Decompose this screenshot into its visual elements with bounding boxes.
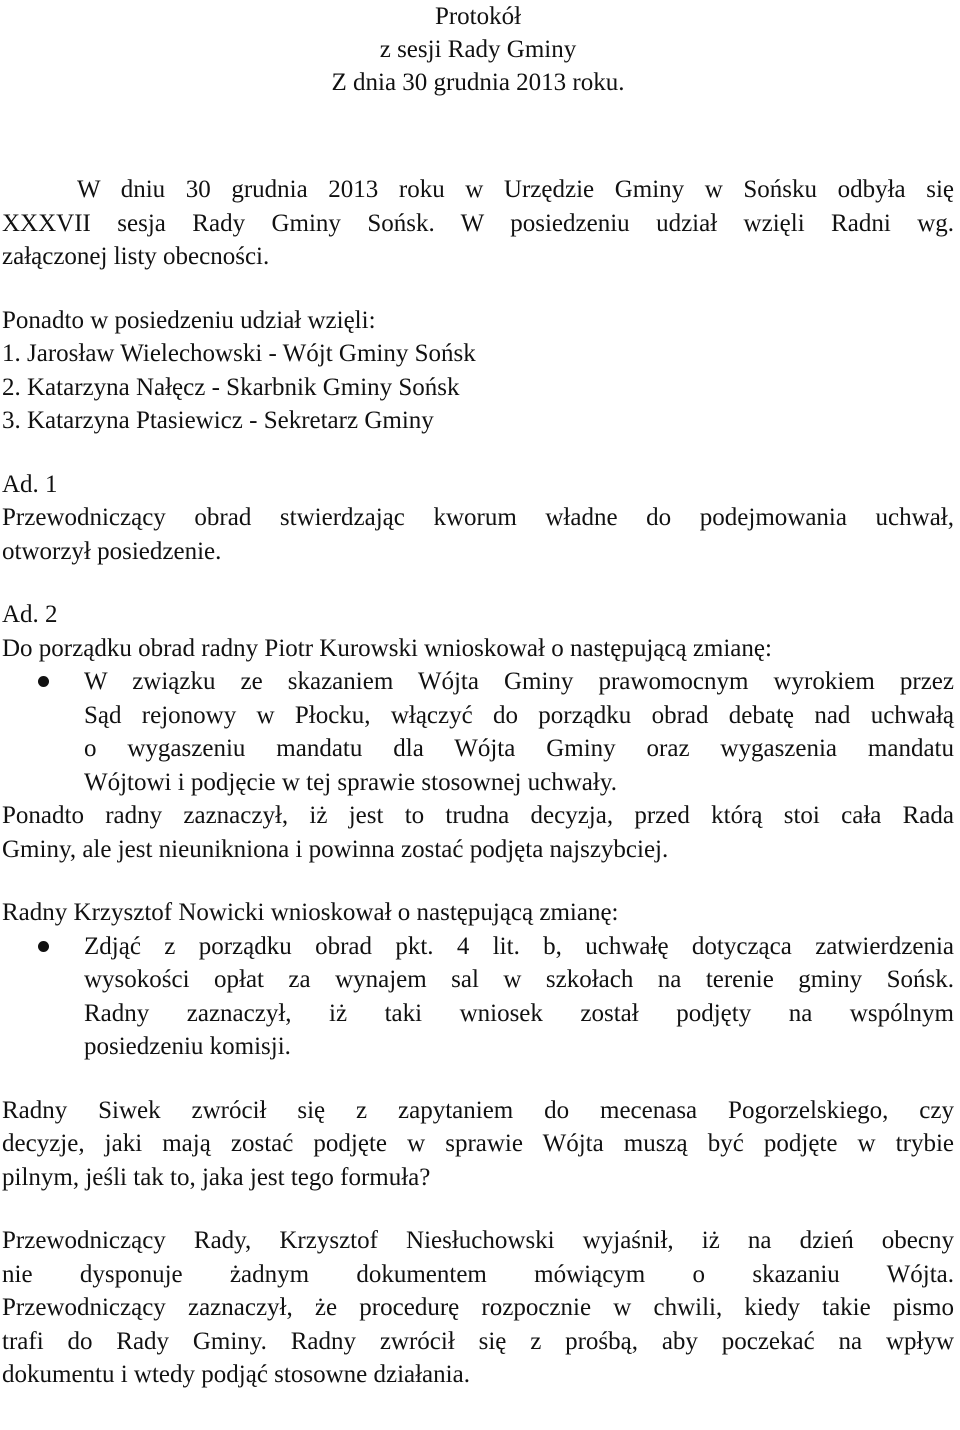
intro-paragraph [2, 173, 954, 274]
kurowski-bullet-line-1: W związku ze skazaniem Wójta Gminy prawomocnym wyrokiem przez [84, 668, 954, 695]
nowicki-bullet-item [84, 930, 954, 1064]
siwek-paragraph [2, 1094, 954, 1195]
attendees-section [2, 304, 954, 438]
title-line-1: Protokół [434, 3, 522, 30]
kurowski-bullet-list [2, 665, 954, 799]
siwek-line-3: pilnym, jeśli tak to, jaka jest tego formuła? [2, 1163, 431, 1191]
chairman-line-5: dokumentu i wtedy podjąć stosowne działania. [2, 1361, 470, 1388]
kurowski-intro: Do porządku obrad radny Piotr Kurowski wnioskował o następującą zmianę: [2, 634, 772, 662]
ad2-heading: Ad. 2 [2, 601, 58, 628]
chairman-line-2: nie dysponuje żadnym dokumentem mówiącym o skazaniu Wójta. [2, 1260, 954, 1288]
kurowski-note-line-2: Gminy, ale jest nieunikniona i powinna zostać podjęta najszybciej. [2, 835, 669, 863]
attendee-item-3: 3. Katarzyna Ptasiewicz - Sekretarz Gminy [2, 407, 434, 434]
nowicki-bullet-list [2, 930, 954, 1064]
nowicki-bullet-line-1: Zdjąć z porządku obrad pkt. 4 lit. b, uchwałę dotycząca zatwierdzenia [84, 932, 954, 960]
ad1-heading: Ad. 1 [2, 470, 58, 498]
intro-line-2: XXXVII sesja Rady Gminy Sońsk. W posiedzeniu udział wzięli Radni wg. [2, 209, 954, 237]
kurowski-note-line-1: Ponadto radny zaznaczył, iż jest to trudna decyzja, przed którą stoi cała Rada [2, 802, 954, 829]
ad1-line-2: otworzył posiedzenie. [2, 537, 222, 565]
intro-line-1: W dniu 30 grudnia 2013 roku w Urzędzie Gminy w Sońsku odbyła się [77, 176, 954, 203]
nowicki-bullet-line-4: posiedzeniu komisji. [84, 1033, 291, 1060]
attendee-item-2: 2. Katarzyna Nałęcz - Skarbnik Gminy Sońsk [2, 373, 460, 401]
nowicki-bullet-line-3: Radny zaznaczył, iż taki wniosek został podjęty na wspólnym [84, 999, 954, 1027]
ad2-heading-block [2, 598, 954, 665]
kurowski-bullet-line-3: o wygaszeniu mandatu dla Wójta Gminy oraz wygaszenia mandatu [84, 735, 954, 762]
bullet-icon [38, 676, 49, 687]
document-title [2, 0, 954, 99]
chairman-paragraph [2, 1224, 954, 1392]
siwek-line-1: Radny Siwek zwrócił się z zapytaniem do mecenasa Pogorzelskiego, czy [2, 1096, 954, 1124]
intro-line-3: załączonej listy obecności. [2, 243, 270, 270]
attendee-item-1: 1. Jarosław Wielechowski - Wójt Gminy Sońsk [2, 340, 476, 367]
kurowski-bullet-item [84, 665, 954, 799]
chairman-line-4: trafi do Rady Gminy. Radny zwrócił się z prośbą, aby poczekać na wpływ [2, 1327, 954, 1355]
siwek-line-2: decyzje, jaki mają zostać podjęte w sprawie Wójta muszą być podjęte w trybie [2, 1130, 954, 1157]
ad1-line-1: Przewodniczący obrad stwierdzając kworum władne do podejmowania uchwał, [2, 504, 954, 531]
attendees-heading: Ponadto w posiedzeniu udział wzięli: [2, 306, 376, 334]
nowicki-intro-block [2, 896, 954, 930]
nowicki-bullet-line-2: wysokości opłat za wynajem sal w szkołach na terenie gminy Sońsk. [84, 966, 954, 993]
title-line-2: z sesji Rady Gminy [379, 36, 577, 63]
nowicki-intro: Radny Krzysztof Nowicki wnioskował o następującą zmianę: [2, 899, 619, 926]
ad1-section [2, 468, 954, 569]
kurowski-note [2, 799, 954, 866]
kurowski-bullet-line-4: Wójtowi i podjęcie w tej sprawie stosownej uchwały. [84, 768, 617, 796]
chairman-line-3: Przewodniczący zaznaczył, że procedurę rozpocznie w chwili, kiedy takie pismo [2, 1294, 954, 1321]
chairman-line-1: Przewodniczący Rady, Krzysztof Niesłuchowski wyjaśnił, iż na dzień obecny [2, 1227, 954, 1254]
bullet-icon [38, 941, 49, 952]
title-line-3: Z dnia 30 grudnia 2013 roku. [331, 69, 625, 96]
kurowski-bullet-line-2: Sąd rejonowy w Płocku, włączyć do porządku obrad debatę nad uchwałą [84, 701, 954, 729]
